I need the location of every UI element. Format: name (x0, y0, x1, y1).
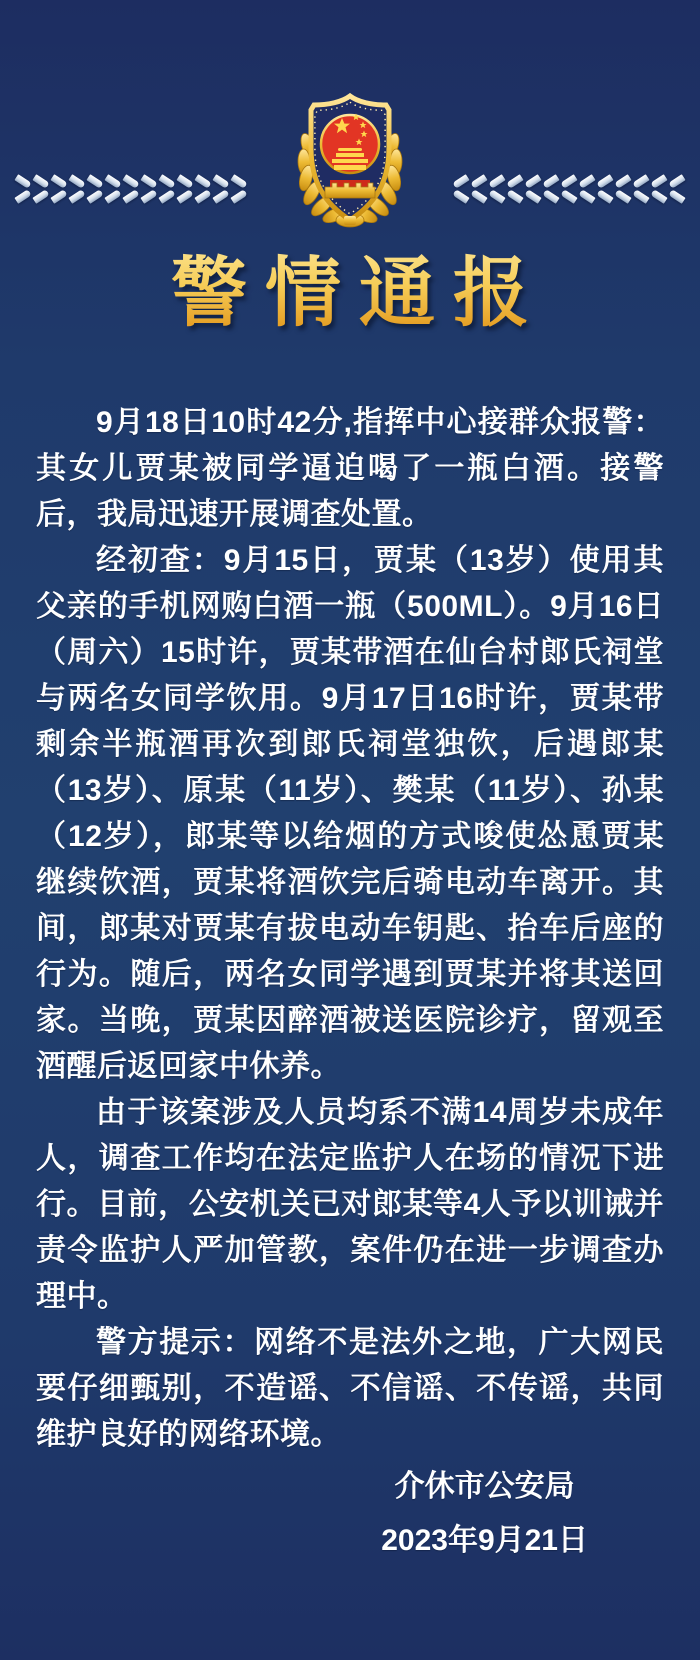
badge-red-disc (321, 115, 379, 173)
chevron-right-icon (178, 173, 192, 205)
paragraph-warning: 警方提示：网络不是法外之地，广大网民要仔细甄别，不造谣、不信谣、不传谣，共同维护良好的网络环境。 (36, 1326, 664, 1451)
paragraph-measures: 由于该案涉及人员均系不满14周岁未成年人，调查工作均在法定监护人在场的情况下进行。目前，公安机关已对郎某等4人予以训诫并责令监护人严加管教，案件仍在进一步调查办理中。 (36, 1096, 664, 1313)
chevron-right-icon (106, 173, 120, 205)
chevron-left-icon (454, 173, 468, 205)
chevron-left-icon (598, 173, 612, 205)
chevron-right-icon (142, 173, 156, 205)
chevron-left-icon (670, 173, 684, 205)
chevron-left-icon (472, 173, 486, 205)
police-badge-icon (282, 90, 418, 232)
chevron-left-icon (508, 173, 522, 205)
chevron-left-icon (580, 173, 594, 205)
badge-ribbon-knot (344, 216, 356, 225)
chevron-left-icon (562, 173, 576, 205)
signature-date: 2023年9月21日 (381, 1524, 588, 1557)
chevron-right-icon (88, 173, 102, 205)
chevron-right-icon (124, 173, 138, 205)
chevron-right-icon (160, 173, 174, 205)
chevron-right-icon (52, 173, 66, 205)
chevron-left-icon (634, 173, 648, 205)
paragraph-investigation: 经初查：9月15日，贾某（13岁）使用其父亲的手机网购白酒一瓶（500ML）。9月16日（周六）15时许，贾某带酒在仙台村郎氏祠堂与两名女同学饮用。9月17日16时许，贾某带剩余半瓶酒再次到郎氏祠堂独饮，后遇郎某（13岁）、原某（11岁）、樊某（11岁）、孙某（12岁），郎某等以给烟的方式唆使怂恿贾某继续饮酒，贾某将酒饮完后骑电动车离开。其间，郎某对贾某有拔电动车钥匙、抬车后座的行为。随后，两名女同学遇到贾某并将其送回家。当晚，贾某因醉酒被送医院诊疗，留观至酒醒后返回家中休养。 (36, 544, 664, 1083)
paragraph-report: 9月18日10时42分,指挥中心接群众报警：其女儿贾某被同学逼迫喝了一瓶白酒。接警后，我局迅速开展调查处置。 (36, 406, 664, 531)
chevron-right-icon (34, 173, 48, 205)
chevron-row-left (16, 173, 246, 205)
chevron-left-icon (544, 173, 558, 205)
signature-block (381, 1460, 588, 1568)
chevron-right-icon (214, 173, 228, 205)
notice-title: 警情通报 (0, 232, 700, 341)
chevron-left-icon (652, 173, 666, 205)
chevron-right-icon (232, 173, 246, 205)
chevron-left-icon (616, 173, 630, 205)
chevron-left-icon (490, 173, 504, 205)
chevron-right-icon (16, 173, 30, 205)
notice-body (36, 400, 664, 1458)
chevron-right-icon (70, 173, 84, 205)
chevron-left-icon (526, 173, 540, 205)
signature-agency: 介休市公安局 (394, 1470, 575, 1503)
chevron-row-right (454, 173, 684, 205)
chevron-right-icon (196, 173, 210, 205)
